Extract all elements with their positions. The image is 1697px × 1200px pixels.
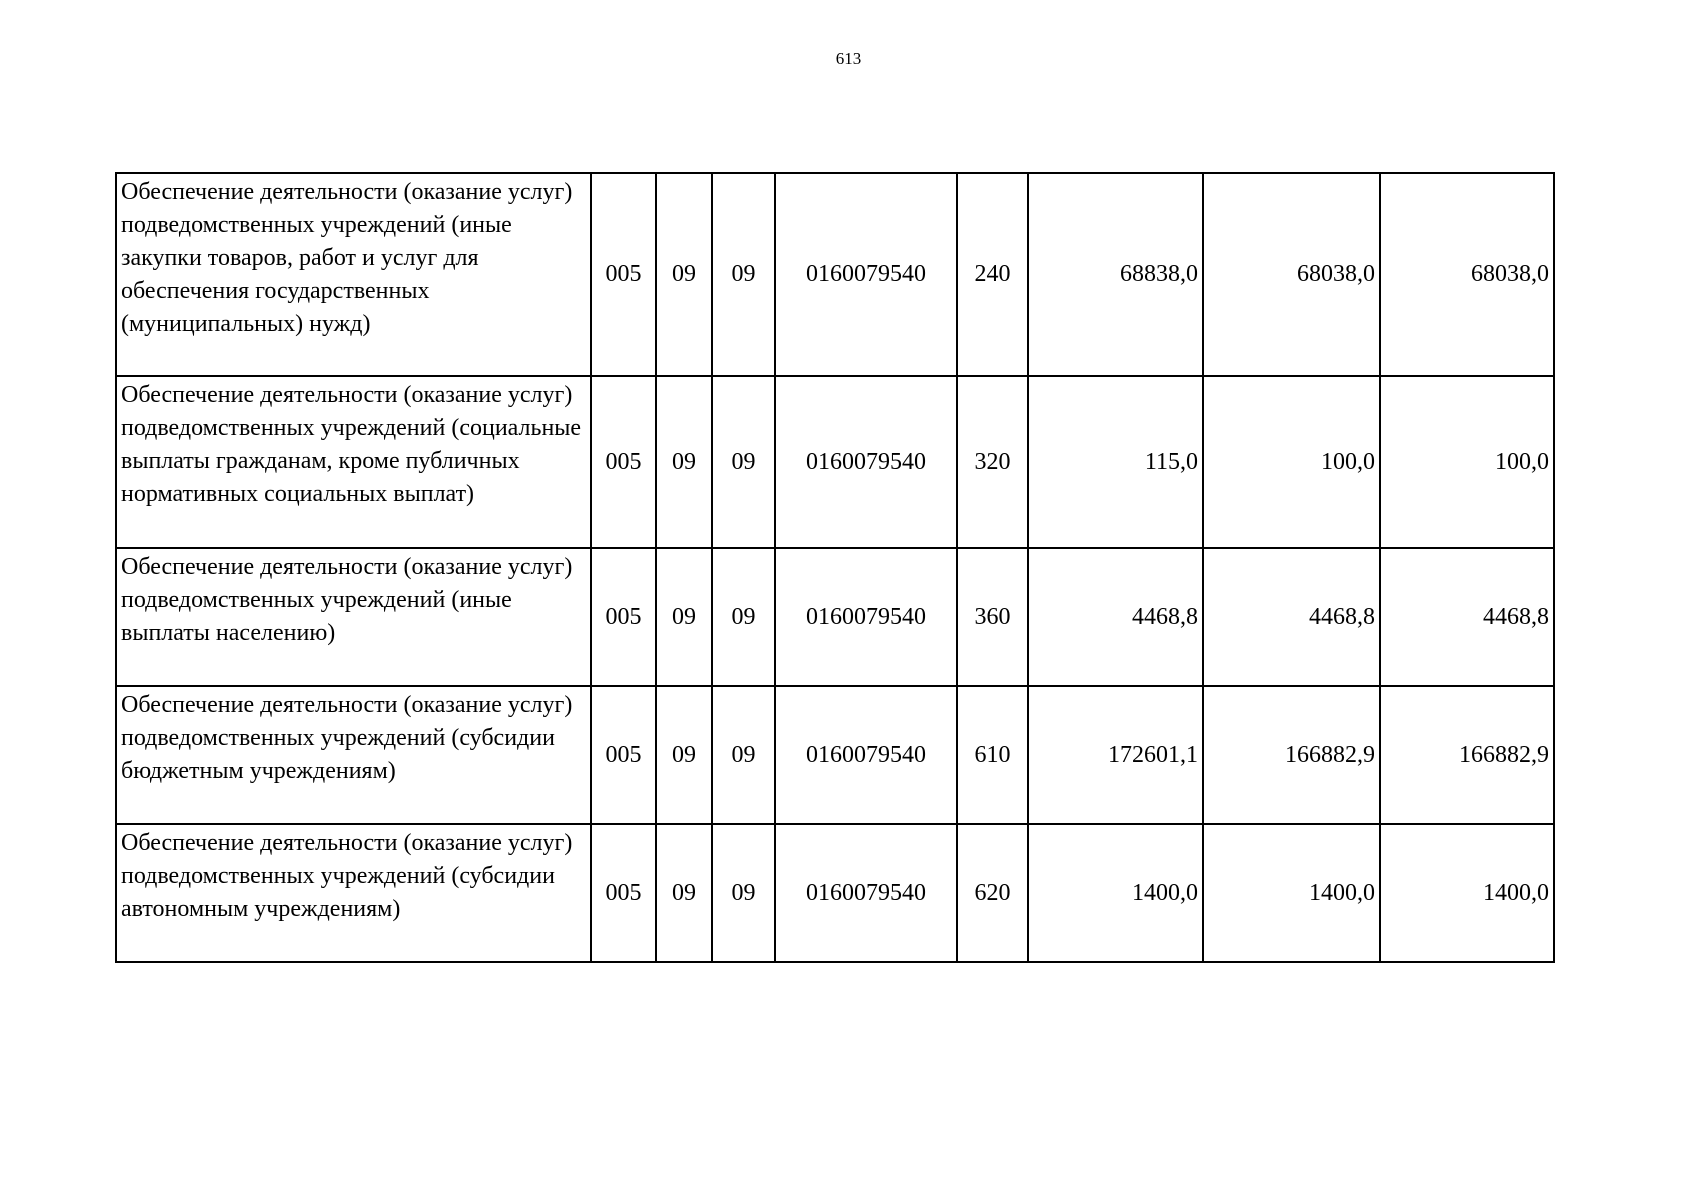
row-description: Обеспечение деятельности (оказание услуг) подведомственных учреждений (иные выплаты населению) (116, 548, 591, 686)
target-article-code: 0160079540 (775, 173, 957, 376)
ministry-code: 005 (591, 686, 656, 824)
amount-year-2: 1400,0 (1203, 824, 1380, 962)
amount-year-2: 100,0 (1203, 376, 1380, 548)
table-row (116, 173, 1554, 376)
amount-year-3: 100,0 (1380, 376, 1554, 548)
target-article-code: 0160079540 (775, 548, 957, 686)
amount-year-1: 68838,0 (1028, 173, 1203, 376)
section-code: 09 (656, 173, 712, 376)
amount-year-3: 4468,8 (1380, 548, 1554, 686)
table-row (116, 376, 1554, 548)
subsection-code: 09 (712, 548, 775, 686)
ministry-code: 005 (591, 173, 656, 376)
page-number: 613 (835, 49, 862, 68)
amount-year-1: 4468,8 (1028, 548, 1203, 686)
row-description: Обеспечение деятельности (оказание услуг) подведомственных учреждений (социальные выплаты гражданам, кроме публичных нормативных социальных выплат) (116, 376, 591, 548)
table-row (116, 824, 1554, 962)
section-code: 09 (656, 824, 712, 962)
amount-year-1: 172601,1 (1028, 686, 1203, 824)
amount-year-1: 115,0 (1028, 376, 1203, 548)
expense-type-code: 610 (957, 686, 1028, 824)
row-description: Обеспечение деятельности (оказание услуг) подведомственных учреждений (субсидии автономным учреждениям) (116, 824, 591, 962)
amount-year-2: 166882,9 (1203, 686, 1380, 824)
subsection-code: 09 (712, 686, 775, 824)
section-code: 09 (656, 686, 712, 824)
amount-year-3: 1400,0 (1380, 824, 1554, 962)
expense-type-code: 620 (957, 824, 1028, 962)
row-description: Обеспечение деятельности (оказание услуг) подведомственных учреждений (субсидии бюджетным учреждениям) (116, 686, 591, 824)
budget-table (115, 172, 1555, 963)
section-code: 09 (656, 548, 712, 686)
amount-year-3: 166882,9 (1380, 686, 1554, 824)
expense-type-code: 360 (957, 548, 1028, 686)
ministry-code: 005 (591, 824, 656, 962)
table-row (116, 548, 1554, 686)
target-article-code: 0160079540 (775, 376, 957, 548)
table-row (116, 686, 1554, 824)
subsection-code: 09 (712, 376, 775, 548)
ministry-code: 005 (591, 376, 656, 548)
expense-type-code: 320 (957, 376, 1028, 548)
section-code: 09 (656, 376, 712, 548)
subsection-code: 09 (712, 824, 775, 962)
amount-year-2: 4468,8 (1203, 548, 1380, 686)
amount-year-1: 1400,0 (1028, 824, 1203, 962)
row-description: Обеспечение деятельности (оказание услуг) подведомственных учреждений (иные закупки товаров, работ и услуг для обеспечения государственных (муниципальных) нужд) (116, 173, 591, 376)
target-article-code: 0160079540 (775, 824, 957, 962)
ministry-code: 005 (591, 548, 656, 686)
expense-type-code: 240 (957, 173, 1028, 376)
subsection-code: 09 (712, 173, 775, 376)
amount-year-2: 68038,0 (1203, 173, 1380, 376)
target-article-code: 0160079540 (775, 686, 957, 824)
amount-year-3: 68038,0 (1380, 173, 1554, 376)
